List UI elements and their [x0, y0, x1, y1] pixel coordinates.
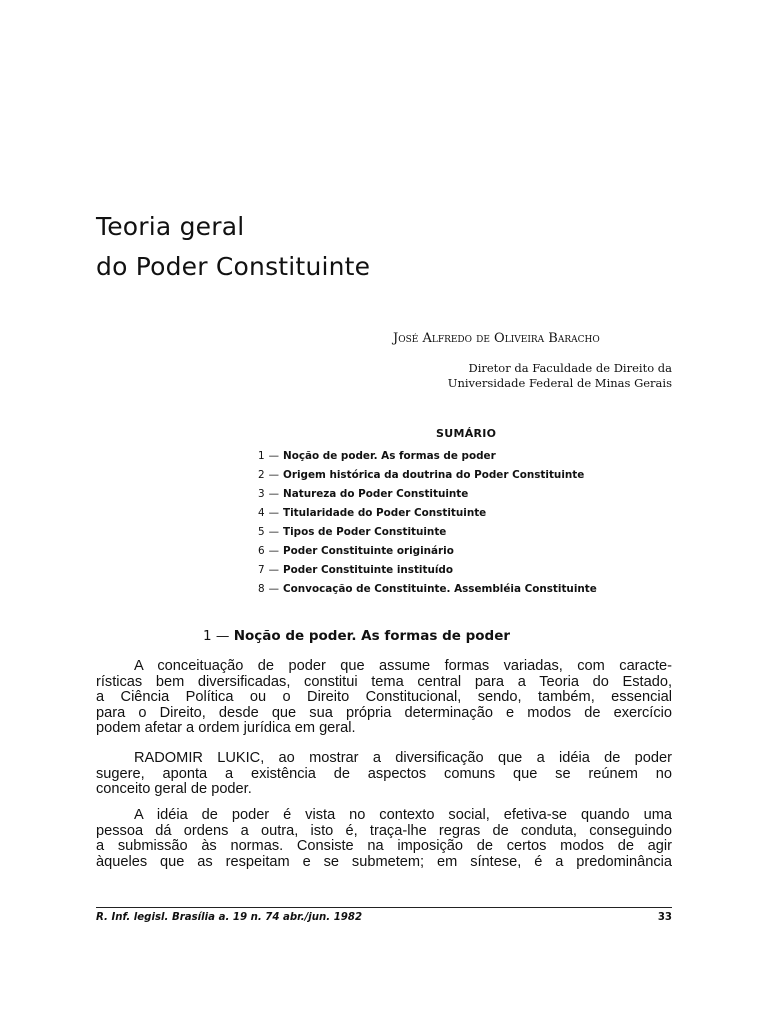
summary-item-number: 4	[258, 507, 265, 519]
summary-item-text: Poder Constituinte originário	[283, 545, 454, 557]
summary-item: 1 — Noção de poder. As formas de poder	[258, 450, 496, 462]
paragraph-line: rísticas bem diversificadas, constitui tema central para a Teoria do Estado,	[96, 673, 672, 690]
summary-item: 2 — Origem histórica da doutrina do Poder Constituinte	[258, 469, 585, 481]
article-title-line-2: do Poder Constituinte	[96, 252, 371, 281]
paragraph-line: a Ciência Política ou o Direito Constitucional, sendo, também, essencial	[96, 689, 672, 705]
paragraph-line: RADOMIR LUKIC, ao mostrar a diversificação que a idéia de poder	[134, 750, 672, 766]
summary-item: 4 — Titularidade do Poder Constituinte	[258, 507, 487, 519]
summary-item-number: 6	[258, 545, 265, 557]
affiliation-line-2: Universidade Federal de Minas Gerais	[447, 376, 672, 390]
section-heading: 1 — Noção de poder. As formas de poder	[203, 628, 511, 644]
author-affiliation	[410, 361, 672, 391]
footer-divider	[96, 907, 672, 908]
affiliation-line-1: Diretor da Faculdade de Direito da	[468, 361, 672, 375]
body-paragraph	[96, 751, 672, 798]
paragraph-line: àqueles que as respeitam e se submetem; em síntese, é a predominância	[96, 853, 672, 870]
summary-item-text: Origem histórica da doutrina do Poder Constituinte	[283, 469, 585, 481]
paragraph-line: podem afetar a ordem jurídica em geral.	[96, 720, 356, 736]
section-title: Noção de poder. As formas de poder	[233, 628, 511, 644]
section-number: 1	[203, 628, 212, 644]
summary-item-number: 5	[258, 526, 265, 538]
summary-item: 8 — Convocação de Constituinte. Assembléia Constituinte	[258, 583, 597, 595]
summary-item-number: 7	[258, 564, 265, 576]
summary-list	[258, 449, 597, 601]
paragraph-line: para o Direito, desde que sua própria determinação e modos de exercício	[96, 704, 672, 721]
summary-item-number: 1	[258, 450, 265, 462]
paragraph-line: pessoa dá ordens a outra, isto é, traça-lhe regras de conduta, conseguindo	[96, 822, 672, 839]
summary-item-text: Noção de poder. As formas de poder	[283, 450, 496, 462]
body-paragraph	[96, 808, 672, 870]
author-name: José Alfredo de Oliveira Baracho	[393, 331, 600, 346]
summary-item-number: 8	[258, 583, 265, 595]
paragraph-line: A conceituação de poder que assume formas variadas, com caracte-	[134, 658, 672, 674]
page-number: 33	[657, 912, 672, 923]
body-paragraph	[96, 659, 672, 737]
summary-heading: SUMÁRIO	[436, 427, 497, 440]
summary-item: 3 — Natureza do Poder Constituinte	[258, 488, 469, 500]
article-title-line-1: Teoria geral	[96, 212, 245, 241]
summary-item-text: Convocação de Constituinte. Assembléia Constituinte	[283, 583, 597, 595]
paragraph-line: sugere, aponta a existência de aspectos comuns que se reúnem no	[96, 765, 672, 782]
summary-item-text: Tipos de Poder Constituinte	[283, 526, 447, 538]
summary-item-text: Titularidade do Poder Constituinte	[283, 507, 487, 519]
paragraph-line: conceito geral de poder.	[96, 781, 252, 797]
summary-item-text: Natureza do Poder Constituinte	[283, 488, 469, 500]
journal-citation: R. Inf. legisl. Brasília a. 19 n. 74 abr./jun. 1982	[96, 912, 363, 923]
summary-item-number: 2	[258, 469, 265, 481]
paragraph-line: A idéia de poder é vista no contexto social, efetiva-se quando uma	[134, 807, 672, 823]
summary-item-number: 3	[258, 488, 265, 500]
paragraph-line: a submissão às normas. Consiste na imposição de certos modos de agir	[96, 838, 672, 854]
summary-item: 7 — Poder Constituinte instituído	[258, 564, 453, 576]
summary-item: 5 — Tipos de Poder Constituinte	[258, 526, 447, 538]
summary-item-text: Poder Constituinte instituído	[283, 564, 453, 576]
summary-item: 6 — Poder Constituinte originário	[258, 545, 454, 557]
